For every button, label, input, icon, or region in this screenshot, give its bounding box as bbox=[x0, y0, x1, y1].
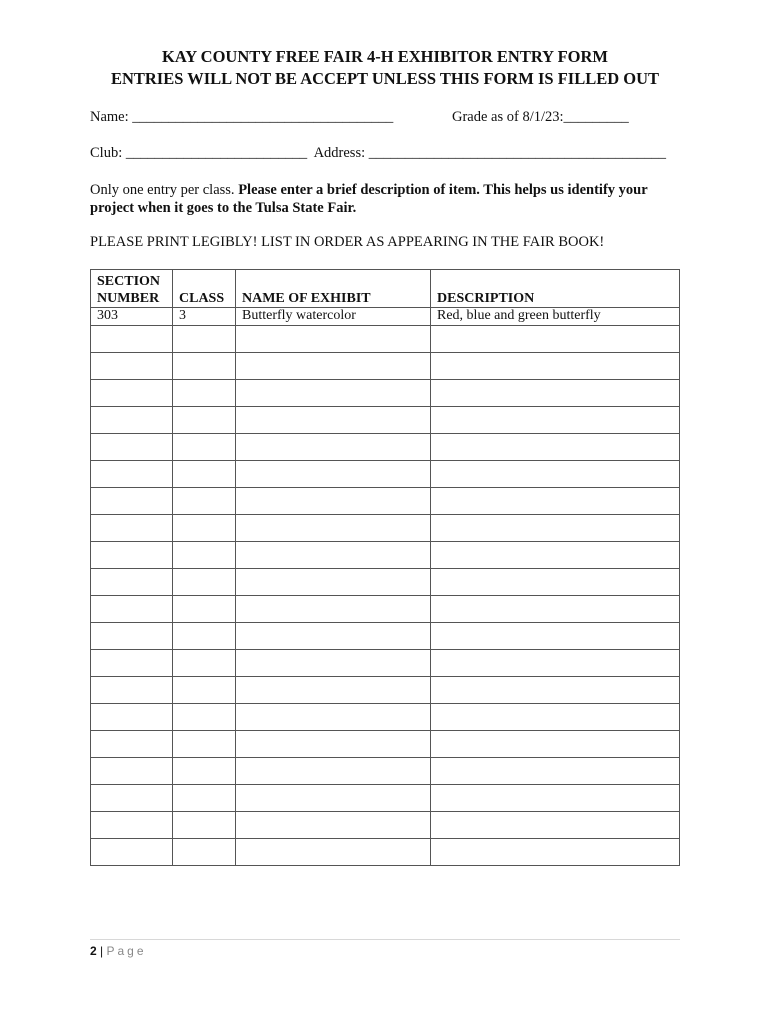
cell-description[interactable] bbox=[431, 515, 680, 542]
cell-section[interactable] bbox=[91, 407, 173, 434]
table-row bbox=[91, 839, 680, 866]
table-row bbox=[91, 461, 680, 488]
club-label: Club: bbox=[90, 145, 123, 161]
cell-name[interactable]: Butterfly watercolor bbox=[236, 308, 431, 326]
cell-description[interactable] bbox=[431, 542, 680, 569]
address-blank[interactable]: _________________________________________ bbox=[368, 145, 666, 161]
footer-divider bbox=[90, 939, 680, 940]
name-label: Name: bbox=[90, 109, 129, 125]
table-row bbox=[91, 596, 680, 623]
header-name-of-exhibit: NAME OF EXHIBIT bbox=[236, 270, 431, 308]
cell-section[interactable] bbox=[91, 812, 173, 839]
cell-section[interactable] bbox=[91, 677, 173, 704]
table-row bbox=[91, 812, 680, 839]
club-address-row bbox=[90, 145, 666, 162]
name-field[interactable] bbox=[90, 109, 393, 126]
cell-section[interactable] bbox=[91, 839, 173, 866]
cell-description[interactable] bbox=[431, 812, 680, 839]
cell-section[interactable] bbox=[91, 542, 173, 569]
form-subtitle: ENTRIES WILL NOT BE ACCEPT UNLESS THIS FORM IS FILLED OUT bbox=[110, 69, 660, 88]
cell-description[interactable] bbox=[431, 839, 680, 866]
cell-name[interactable] bbox=[236, 434, 431, 461]
table-header-row bbox=[91, 270, 680, 308]
page-label: Page bbox=[106, 944, 147, 958]
cell-class[interactable] bbox=[173, 407, 236, 434]
print-notice: PLEASE PRINT LEGIBLY! LIST IN ORDER AS APPEARING IN THE FAIR BOOK! bbox=[90, 234, 605, 250]
cell-class[interactable] bbox=[173, 326, 236, 353]
table-row bbox=[91, 704, 680, 731]
cell-section[interactable] bbox=[91, 785, 173, 812]
header-section-number: SECTION NUMBER bbox=[91, 270, 173, 308]
cell-section[interactable] bbox=[91, 650, 173, 677]
cell-section[interactable] bbox=[91, 515, 173, 542]
cell-name[interactable] bbox=[236, 731, 431, 758]
table-row bbox=[91, 623, 680, 650]
cell-section[interactable] bbox=[91, 380, 173, 407]
cell-section[interactable] bbox=[91, 353, 173, 380]
grade-label: Grade as of 8/1/23: bbox=[452, 109, 564, 125]
header-description: DESCRIPTION bbox=[431, 270, 680, 308]
cell-section[interactable]: 303 bbox=[91, 308, 173, 326]
table-row bbox=[91, 515, 680, 542]
cell-class[interactable] bbox=[173, 839, 236, 866]
cell-name[interactable] bbox=[236, 812, 431, 839]
cell-description[interactable] bbox=[431, 623, 680, 650]
cell-class[interactable] bbox=[173, 488, 236, 515]
cell-description[interactable] bbox=[431, 434, 680, 461]
cell-name[interactable] bbox=[236, 677, 431, 704]
cell-description[interactable] bbox=[431, 569, 680, 596]
footer-separator: | bbox=[96, 944, 107, 958]
table-row bbox=[91, 380, 680, 407]
form-title: KAY COUNTY FREE FAIR 4-H EXHIBITOR ENTRY FORM bbox=[161, 47, 609, 66]
table-row bbox=[91, 542, 680, 569]
cell-section[interactable] bbox=[91, 461, 173, 488]
table-row bbox=[91, 353, 680, 380]
page-number: 2 bbox=[90, 944, 97, 958]
cell-section[interactable] bbox=[91, 704, 173, 731]
table-row bbox=[91, 407, 680, 434]
cell-class[interactable] bbox=[173, 650, 236, 677]
table-row bbox=[91, 308, 680, 326]
cell-name[interactable] bbox=[236, 596, 431, 623]
cell-class[interactable] bbox=[173, 596, 236, 623]
cell-class[interactable] bbox=[173, 677, 236, 704]
cell-name[interactable] bbox=[236, 623, 431, 650]
table-row bbox=[91, 488, 680, 515]
cell-section[interactable] bbox=[91, 434, 173, 461]
cell-name[interactable] bbox=[236, 839, 431, 866]
cell-class[interactable] bbox=[173, 812, 236, 839]
cell-section[interactable] bbox=[91, 569, 173, 596]
cell-description[interactable] bbox=[431, 461, 680, 488]
cell-name[interactable] bbox=[236, 380, 431, 407]
cell-class[interactable] bbox=[173, 434, 236, 461]
cell-description[interactable] bbox=[431, 758, 680, 785]
table-row bbox=[91, 785, 680, 812]
table-row bbox=[91, 677, 680, 704]
cell-class[interactable] bbox=[173, 461, 236, 488]
cell-section[interactable] bbox=[91, 488, 173, 515]
cell-class[interactable] bbox=[173, 515, 236, 542]
cell-description[interactable] bbox=[431, 731, 680, 758]
cell-section[interactable] bbox=[91, 758, 173, 785]
cell-class[interactable] bbox=[173, 704, 236, 731]
address-label: Address: bbox=[313, 145, 366, 161]
cell-description[interactable] bbox=[431, 326, 680, 353]
cell-name[interactable] bbox=[236, 407, 431, 434]
page-footer bbox=[90, 944, 147, 958]
cell-class[interactable] bbox=[173, 785, 236, 812]
cell-name[interactable] bbox=[236, 515, 431, 542]
cell-description[interactable] bbox=[431, 380, 680, 407]
cell-class[interactable] bbox=[173, 758, 236, 785]
cell-description[interactable] bbox=[431, 785, 680, 812]
cell-section[interactable] bbox=[91, 596, 173, 623]
table-row bbox=[91, 434, 680, 461]
cell-description[interactable] bbox=[431, 596, 680, 623]
grade-field[interactable] bbox=[452, 109, 629, 126]
cell-section[interactable] bbox=[91, 326, 173, 353]
grade-blank[interactable]: _________ bbox=[563, 109, 629, 125]
name-blank[interactable]: ____________________________________ bbox=[132, 109, 394, 125]
cell-description[interactable] bbox=[431, 353, 680, 380]
cell-section[interactable] bbox=[91, 623, 173, 650]
table-row bbox=[91, 731, 680, 758]
cell-description[interactable] bbox=[431, 650, 680, 677]
cell-class[interactable] bbox=[173, 731, 236, 758]
cell-name[interactable] bbox=[236, 542, 431, 569]
cell-name[interactable] bbox=[236, 758, 431, 785]
cell-name[interactable] bbox=[236, 704, 431, 731]
cell-name[interactable] bbox=[236, 785, 431, 812]
table-row bbox=[91, 326, 680, 353]
table-row bbox=[91, 569, 680, 596]
cell-description[interactable] bbox=[431, 488, 680, 515]
cell-name[interactable] bbox=[236, 461, 431, 488]
cell-class[interactable] bbox=[173, 569, 236, 596]
cell-name[interactable] bbox=[236, 353, 431, 380]
instructions-paragraph bbox=[90, 181, 690, 217]
table-row bbox=[91, 758, 680, 785]
cell-class[interactable] bbox=[173, 623, 236, 650]
cell-description[interactable]: Red, blue and green butterfly bbox=[431, 308, 680, 326]
table-row bbox=[91, 650, 680, 677]
cell-description[interactable] bbox=[431, 407, 680, 434]
cell-name[interactable] bbox=[236, 488, 431, 515]
cell-name[interactable] bbox=[236, 326, 431, 353]
instructions-normal: Only one entry per class. bbox=[90, 182, 239, 198]
cell-class[interactable] bbox=[173, 353, 236, 380]
entry-table bbox=[90, 269, 680, 866]
club-blank[interactable]: _________________________ bbox=[125, 145, 308, 161]
header-class: CLASS bbox=[173, 270, 236, 308]
cell-class[interactable] bbox=[173, 542, 236, 569]
cell-name[interactable] bbox=[236, 650, 431, 677]
cell-class[interactable] bbox=[173, 380, 236, 407]
cell-section[interactable] bbox=[91, 731, 173, 758]
cell-description[interactable] bbox=[431, 677, 680, 704]
cell-name[interactable] bbox=[236, 569, 431, 596]
instructions-bold: Please enter a brief description of item. This helps us identify your project when it goes to the Tulsa State Fair. bbox=[90, 182, 648, 216]
cell-class[interactable]: 3 bbox=[173, 308, 236, 326]
cell-description[interactable] bbox=[431, 704, 680, 731]
